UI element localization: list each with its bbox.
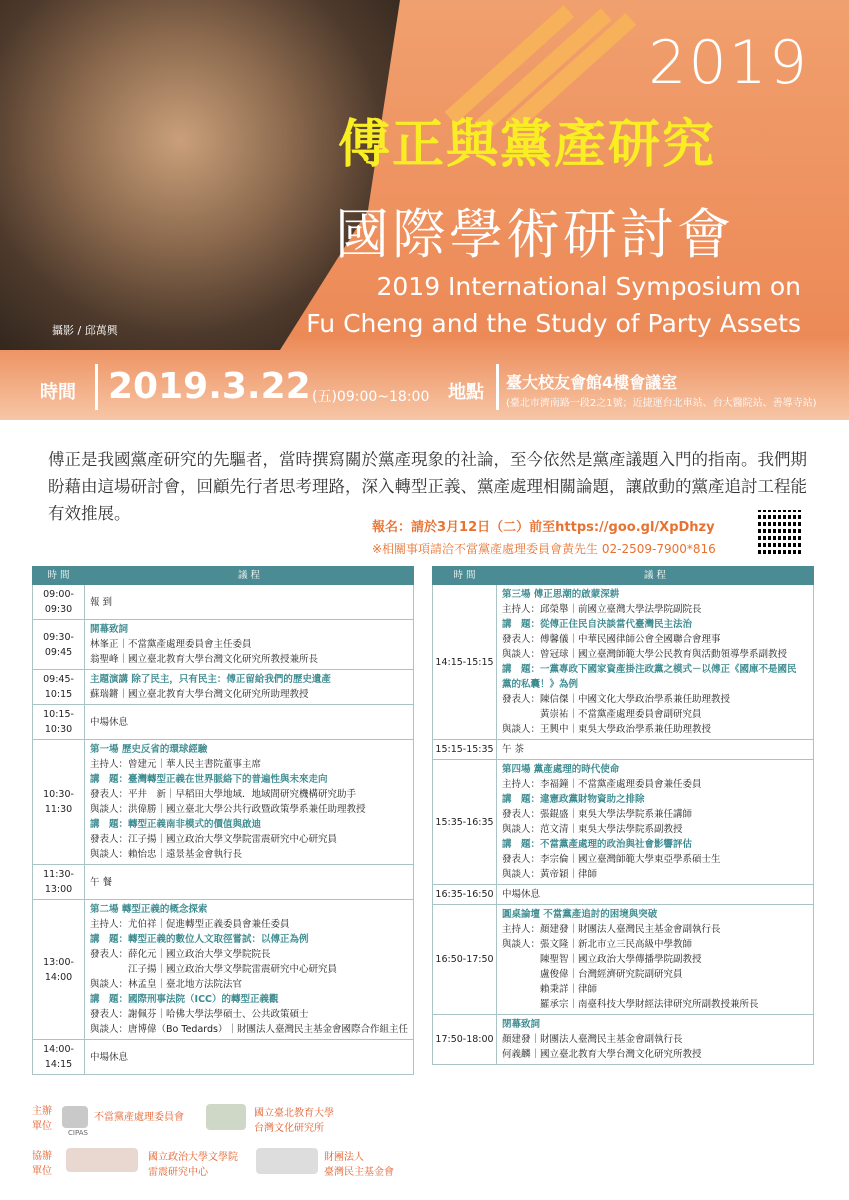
session-topic: 第二場 轉型正義的概念探索 — [90, 904, 208, 915]
header-time: 時 間 — [433, 567, 497, 585]
session-time: 11:30-13:00 — [33, 865, 85, 900]
session-details — [497, 885, 814, 905]
session-line: 與談人：曾冠球｜國立臺灣師範大學公民教育與活動領導學系副教授 — [502, 649, 788, 660]
event-hours: (五)09:00~18:00 — [312, 389, 430, 405]
title-en-line2: Fu Cheng and the Study of Party Assets — [306, 309, 801, 338]
title-cn-sub: 國際學術研討會 — [335, 203, 734, 266]
session-topic: 講 題：轉型正義南非模式的價值與啟迪 — [90, 819, 262, 830]
co1-name: 國立政治大學文學院 雷震研究中心 — [148, 1152, 238, 1178]
contact-note: ※相關事項請洽不當黨產處理委員會黃先生 02-2509-7900*816 — [372, 542, 716, 556]
session-line: 發表人：薛化元｜國立政治大學文學院院長 — [90, 949, 271, 960]
session-line: 發表人：平井 新｜早稻田大學地域．地域間研究機構研究助手 — [90, 789, 357, 800]
session-details — [85, 670, 414, 705]
header-banner — [0, 0, 849, 420]
header-time: 時 間 — [33, 567, 85, 585]
session-line: 主持人：曾建元｜華人民主書院董事主席 — [90, 759, 262, 770]
session-line: 蘇瑞鏘｜國立臺北教育大學台灣文化研究所助理教授 — [90, 689, 309, 700]
session-details — [497, 760, 814, 885]
session-line: 發表人：謝佩芬｜哈佛大學法學碩士、公共政策碩士 — [90, 1009, 309, 1020]
session-line: 何義麟｜國立臺北教育大學台灣文化研究所教授 — [502, 1049, 702, 1060]
session-line: 發表人：李宗倫｜國立臺灣師範大學東亞學系碩士生 — [502, 854, 721, 865]
session-line: 盧俊偉｜台灣經濟研究院副研究員 — [502, 969, 683, 980]
session-details — [497, 740, 814, 760]
session-time: 10:15-10:30 — [33, 705, 85, 740]
session-line: 與談人：王興中｜東吳大學政治學系兼任助理教授 — [502, 724, 712, 735]
agenda-row — [33, 585, 414, 620]
co-label: 協辦 單位 — [32, 1151, 52, 1177]
session-line: 主持人：顏建發｜財團法人臺灣民主基金會副執行長 — [502, 924, 721, 935]
agenda-row — [433, 740, 814, 760]
agenda-row — [433, 905, 814, 1015]
agenda-row — [33, 620, 414, 670]
session-time: 16:50-17:50 — [433, 905, 497, 1015]
session-line: 與談人：范文清｜東吳大學法學院系副教授 — [502, 824, 683, 835]
session-line: 中場休息 — [90, 1051, 129, 1063]
session-time: 09:45-10:15 — [33, 670, 85, 705]
session-topic: 第四場 黨產處理的時代使命 — [502, 764, 620, 775]
session-topic: 第三場 傅正思潮的啟蒙深耕 — [502, 589, 620, 600]
session-topic: 講 題：從傅正住民自決談當代臺灣民主法治 — [502, 619, 693, 630]
session-topic: 圓桌論壇 不當黨產追討的困境與突破 — [502, 909, 658, 920]
session-topic: 講 題：轉型正義的數位人文取徑嘗試：以傅正為例 — [90, 934, 309, 945]
session-details — [85, 1040, 414, 1075]
session-details — [497, 585, 814, 740]
session-line: 午 茶 — [502, 744, 525, 755]
session-topic: 講 題：違憲政黨財物資助之排除 — [502, 794, 645, 805]
session-topic: 黨的私囊！》為例 — [502, 679, 579, 690]
agenda-row — [33, 705, 414, 740]
session-topic: 講 題：臺灣轉型正義在世界脈絡下的普遍性與未來走向 — [90, 774, 328, 785]
session-line: 黃崇祐｜不當黨產處理委員會副研究員 — [502, 709, 702, 720]
session-time: 09:30-09:45 — [33, 620, 85, 670]
session-time: 14:15-15:15 — [433, 585, 497, 740]
qr-code[interactable] — [758, 510, 802, 554]
session-topic: 開幕致詞 — [90, 624, 129, 635]
session-details — [85, 620, 414, 670]
agenda-row — [33, 900, 414, 1040]
session-line: 林峯正｜不當黨產處理委員會主任委員 — [90, 639, 252, 650]
session-line: 午 餐 — [90, 876, 113, 888]
session-topic: 閉幕致詞 — [502, 1019, 541, 1030]
session-details — [497, 905, 814, 1015]
cipas-logo-icon — [62, 1106, 88, 1128]
session-topic: 講 題：國際刑事法院（ICC）的轉型正義觀 — [90, 994, 279, 1005]
session-line: 江子揚｜國立政治大學文學院雷震研究中心研究員 — [90, 964, 338, 975]
agenda-row — [433, 585, 814, 740]
session-line: 與談人：洪偉勝｜國立臺北大學公共行政暨政策學系兼任助理教授 — [90, 804, 366, 815]
session-time: 13:00-14:00 — [33, 900, 85, 1040]
session-line: 發表人：江子揚｜國立政治大學文學院雷震研究中心研究員 — [90, 834, 338, 845]
session-time: 10:30-11:30 — [33, 740, 85, 865]
leichen-logo-icon — [66, 1148, 138, 1172]
session-line: 報 到 — [90, 596, 113, 608]
session-line: 主持人：李福鐘｜不當黨產處理委員會兼任委員 — [502, 779, 702, 790]
title-cn-main: 傅正與黨產研究 — [338, 115, 717, 175]
session-line: 與談人：林孟皇｜臺北地方法院法官 — [90, 979, 243, 990]
header-agenda: 議 程 — [497, 567, 814, 585]
session-line: 中場休息 — [502, 889, 541, 900]
session-line: 主持人：邱榮舉｜前國立臺灣大學法學院副院長 — [502, 604, 702, 615]
venue: 臺大校友會館4樓會議室 — [506, 373, 678, 392]
agenda-row — [433, 760, 814, 885]
session-details — [85, 585, 414, 620]
divider — [496, 364, 499, 410]
session-time: 14:00-14:15 — [33, 1040, 85, 1075]
session-line: 翁聖峰｜國立臺北教育大學台灣文化研究所教授兼所長 — [90, 654, 319, 665]
session-line: 顏建發｜財團法人臺灣民主基金會副執行長 — [502, 1034, 683, 1045]
agenda-row — [33, 670, 414, 705]
host-label: 主辦 單位 — [32, 1106, 52, 1132]
divider — [95, 364, 98, 410]
time-label: 時間 — [40, 382, 76, 403]
ntue-logo-icon — [206, 1104, 246, 1130]
registration-link[interactable]: 報名：請於3月12日（二）前至https://goo.gl/XpDhzy — [372, 520, 715, 535]
session-details — [497, 1015, 814, 1065]
session-topic: 第一場 歷史反省的環球經驗 — [90, 744, 208, 755]
header-agenda: 議 程 — [85, 567, 414, 585]
agenda-table-right — [432, 566, 814, 1065]
session-details — [85, 740, 414, 865]
host2-name: 國立臺北教育大學 台灣文化研究所 — [254, 1108, 334, 1134]
session-line: 主持人：尤伯祥｜促進轉型正義委員會兼任委員 — [90, 919, 290, 930]
photo-credit: 攝影 / 邱萬興 — [52, 324, 118, 337]
session-details — [85, 900, 414, 1040]
session-time: 17:50-18:00 — [433, 1015, 497, 1065]
year: 2019 — [648, 28, 809, 98]
intro-paragraph: 傅正是我國黨產研究的先驅者，當時撰寫關於黨產現象的社論，至今依然是黨產議題入門的指南。我們期盼藉由這場研討會，回顧先行者思考理路，深入轉型正義、黨產處理相關論題，讓啟動的黨產追討工程能有效推展。 — [48, 450, 807, 523]
place-label: 地點 — [448, 382, 484, 403]
session-line: 與談人：賴怡忠｜遠景基金會執行長 — [90, 849, 243, 860]
session-line: 發表人：傅馨儀｜中華民國律師公會全國聯合會理事 — [502, 634, 721, 645]
session-line: 與談人：張文隆｜新北市立三民高級中學教師 — [502, 939, 693, 950]
agenda-row — [33, 740, 414, 865]
session-time: 16:35-16:50 — [433, 885, 497, 905]
agenda-row — [433, 1015, 814, 1065]
title-en-line1: 2019 International Symposium on — [376, 272, 801, 301]
session-details — [85, 705, 414, 740]
session-line: 陳聖智｜國立政治大學傳播學院副教授 — [502, 954, 702, 965]
tfd-logo-icon — [256, 1148, 318, 1174]
session-details — [85, 865, 414, 900]
agenda-row — [433, 885, 814, 905]
session-topic: 主題演講 除了民主，只有民主：傅正留給我們的歷史遺產 — [90, 674, 331, 685]
session-line: 發表人：陳信傑｜中國文化大學政治學系兼任助理教授 — [502, 694, 731, 705]
session-time: 09:00-09:30 — [33, 585, 85, 620]
session-line: 與談人：黃帝穎｜律師 — [502, 869, 598, 880]
organizers — [32, 1102, 418, 1192]
session-line: 賴秉詳｜律師 — [502, 984, 598, 995]
session-line: 羅承宗｜南臺科技大學財經法律研究所副教授兼所長 — [502, 999, 759, 1010]
venue-address: (臺北市濟南路一段2之1號；近捷運台北車站、台大醫院站、善導寺站) — [506, 398, 817, 409]
session-topic: 講 題：一黨專政下國家資產掛注政黨之模式－以傅正《國庫不是國民 — [502, 664, 797, 675]
host1-name: 不當黨產處理委員會 — [94, 1112, 184, 1123]
session-line: 與談人：唐博偉（Bo Tedards）｜財團法人臺灣民主基金會國際合作組主任 — [90, 1024, 408, 1035]
session-topic: 講 題：不當黨產處理的政治與社會影響評估 — [502, 839, 693, 850]
session-time: 15:15-15:35 — [433, 740, 497, 760]
agenda-row — [33, 865, 414, 900]
event-date: 2019.3.22 — [108, 366, 311, 407]
session-time: 15:35-16:35 — [433, 760, 497, 885]
agenda-table-left — [32, 566, 414, 1075]
session-line: 中場休息 — [90, 716, 129, 728]
session-line: 發表人：張錕盛｜東吳大學法學院系兼任講師 — [502, 809, 693, 820]
agenda-row — [33, 1040, 414, 1075]
cipas-abbr: CIPAS — [68, 1129, 88, 1137]
co2-name: 財團法人 臺灣民主基金會 — [324, 1152, 394, 1178]
